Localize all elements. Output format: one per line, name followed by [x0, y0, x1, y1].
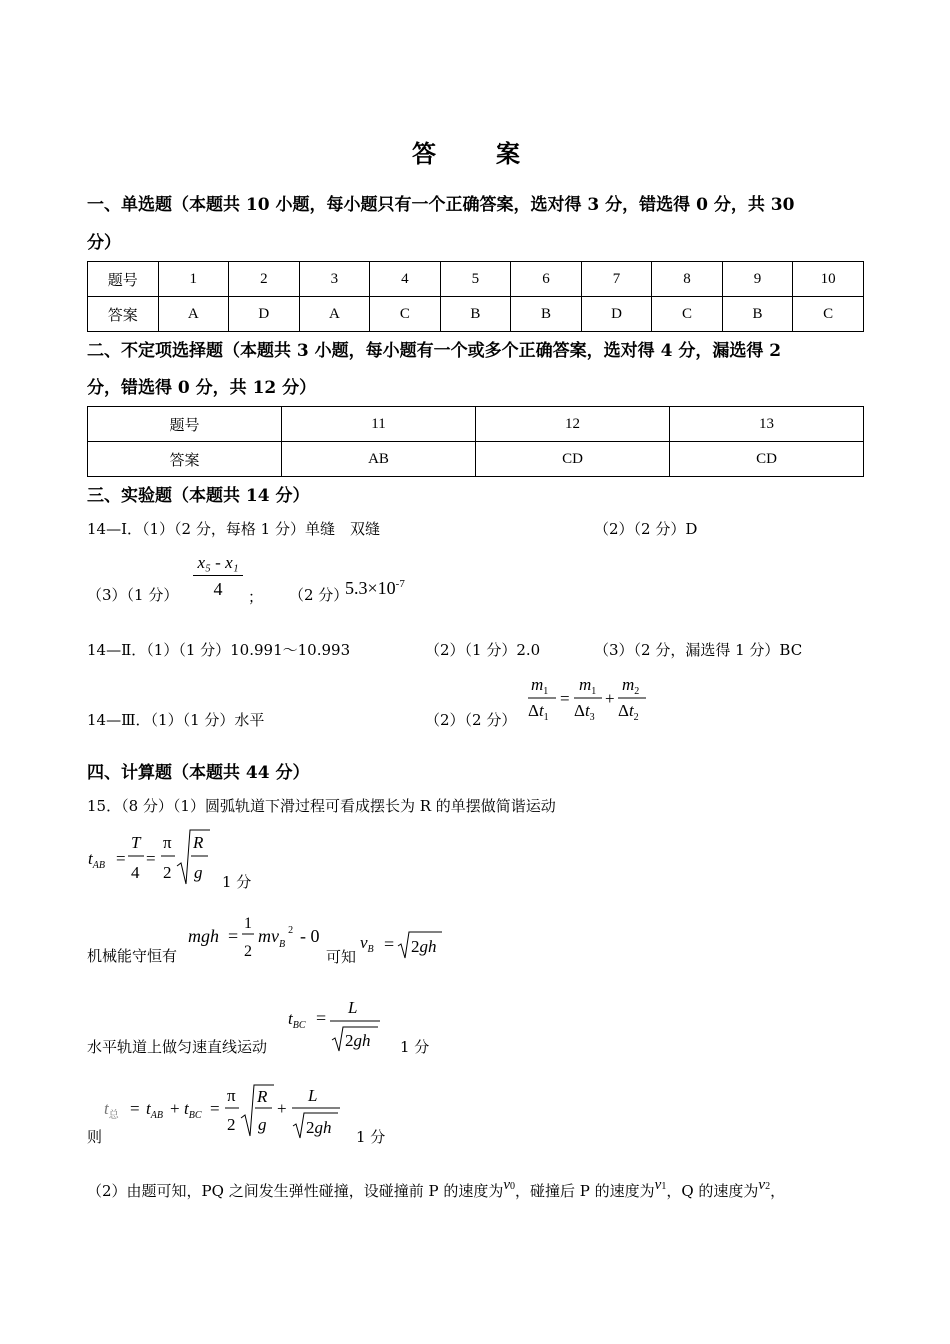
svg-text:4: 4 — [131, 863, 140, 882]
answer-cell: C — [793, 297, 864, 332]
question-number: 1 — [158, 262, 229, 297]
question-number: 3 — [299, 262, 370, 297]
svg-text:R: R — [193, 833, 204, 852]
question-number: 13 — [670, 407, 864, 442]
svg-text:=: = — [384, 934, 395, 954]
question-number: 6 — [511, 262, 582, 297]
svg-text:=: = — [146, 849, 156, 868]
svg-text:L: L — [348, 998, 358, 1017]
q14-1-part1: 14—Ⅰ．（1）（2 分，每格 1 分）单缝 双缝 — [87, 520, 380, 538]
svg-text:=: = — [210, 1099, 220, 1118]
answer-cell: CD — [476, 442, 670, 477]
svg-text:=: = — [228, 926, 239, 946]
page-title: 答 案 — [412, 139, 538, 168]
separator: ； — [248, 588, 264, 606]
answer-cell: A — [158, 297, 229, 332]
svg-text:tBC: $t_{BC}$ — [288, 1009, 306, 1031]
time-bc-equation — [286, 994, 386, 1056]
table-row — [88, 442, 864, 477]
wavelength-value — [345, 578, 405, 599]
svg-text:+: + — [605, 689, 615, 708]
horizontal-motion-label: 水平轨道上做匀速直线运动 — [87, 1038, 268, 1056]
energy-conservation-equation — [186, 912, 326, 964]
row-label: 题号 — [88, 407, 282, 442]
score-label: 1 分 — [222, 873, 252, 891]
svg-text:Δt1: $\Delta t_1$ — [528, 701, 549, 723]
answer-cell: D — [229, 297, 300, 332]
energy-label: 机械能守恒有 — [87, 947, 178, 965]
svg-text:T: T — [131, 833, 141, 852]
velocity-b-equation — [358, 928, 448, 962]
answer-cell: B — [511, 297, 582, 332]
fraction-bar — [193, 575, 243, 576]
svg-text:tBC: $t_{BC}$ — [184, 1099, 202, 1121]
answer-cell: C — [370, 297, 441, 332]
table-row — [88, 407, 864, 442]
velocity-v0: v0 — [503, 1177, 516, 1193]
period-equation — [86, 826, 214, 888]
svg-text:π: π — [163, 833, 172, 852]
svg-text:tAB: $t_{AB}$ — [88, 849, 105, 871]
svg-text:+: + — [170, 1099, 180, 1118]
section2-heading-cont: 分，错选得 0 分，共 12 分） — [87, 378, 317, 398]
fraction-denominator: 4 — [213, 579, 223, 599]
know-label: 可知 — [326, 948, 357, 966]
table-row — [88, 297, 864, 332]
question-number: 12 — [476, 407, 670, 442]
svg-text:2gh: 2gh — [411, 937, 437, 956]
svg-text:mgh: mgh — [188, 926, 219, 946]
section1-heading-cont: 分） — [87, 233, 121, 253]
svg-text:m1: $m_1$ — [531, 675, 549, 697]
question-number: 5 — [440, 262, 511, 297]
svg-text:R: R — [257, 1087, 268, 1106]
svg-text:2gh: 2gh — [345, 1031, 371, 1050]
q15-intro: 15．（8 分）（1）圆弧轨道下滑过程可看成摆长为 R 的单摆做简谐运动 — [87, 797, 556, 815]
question-number: 8 — [652, 262, 723, 297]
momentum-equation — [526, 672, 650, 724]
section2-heading: 二、不定项选择题（本题共 3 小题，每小题有一个或多个正确答案，选对得 4 分，漏选得 2 — [87, 341, 782, 361]
svg-text:=: = — [560, 689, 570, 708]
q14-1-part4-label: （2 分） — [289, 586, 349, 604]
part2-text — [87, 1177, 786, 1201]
section1-heading: 一、单选题（本题共 10 小题，每小题只有一个正确答案，选对得 3 分，错选得 0 分，共 30 — [87, 195, 795, 215]
part2-text-b: ，碰撞后 P 的速度为 — [515, 1182, 655, 1200]
row-label: 答案 — [88, 442, 282, 477]
answer-cell: B — [722, 297, 793, 332]
fraction-numerator: x₅ - x₁ — [197, 553, 239, 572]
q14-2-part1: 14—Ⅱ．（1）（1 分）10.991～10.993 — [87, 641, 351, 659]
svg-text:mvB2: $mv_B^2$ — [258, 925, 294, 950]
wavelength-exponent: -7 — [395, 578, 405, 590]
svg-text:=: = — [130, 1099, 140, 1118]
velocity-v1: v1 — [654, 1177, 667, 1193]
row-label: 答案 — [88, 297, 159, 332]
svg-text:=: = — [316, 1008, 327, 1028]
section4-heading: 四、计算题（本题共 44 分） — [87, 763, 310, 783]
svg-text:tAB: $t_{AB}$ — [146, 1099, 163, 1121]
q14-1-part3-label: （3）（1 分） — [87, 586, 179, 604]
q14-3-part2: （2）（2 分） — [425, 711, 517, 729]
question-number: 9 — [722, 262, 793, 297]
then-label: 则 — [87, 1128, 103, 1146]
svg-text:1: 1 — [244, 915, 252, 932]
answer-cell: B — [440, 297, 511, 332]
part2-text-a: （2）由题可知，PQ 之间发生弹性碰撞，设碰撞前 P 的速度为 — [87, 1182, 504, 1200]
svg-text:vB: $v_B$ — [360, 933, 374, 955]
svg-text:2: 2 — [244, 943, 252, 960]
svg-text:- 0: - 0 — [300, 926, 320, 946]
svg-text:m1: $m_1$ — [579, 675, 597, 697]
question-number: 10 — [793, 262, 864, 297]
total-time-equation — [102, 1082, 342, 1144]
question-number: 4 — [370, 262, 441, 297]
svg-text:g: g — [194, 863, 203, 882]
svg-text:π: π — [227, 1086, 236, 1105]
svg-text:Δt3: $\Delta t_3$ — [574, 701, 595, 723]
wavelength-mantissa: 5.3×10 — [345, 578, 396, 598]
question-number: 7 — [581, 262, 652, 297]
question-number: 2 — [229, 262, 300, 297]
part2-text-d: ， — [770, 1182, 786, 1200]
svg-text:m2: $m_2$ — [622, 675, 640, 697]
part2-text-c: ，Q 的速度为 — [666, 1182, 759, 1200]
svg-text:+: + — [277, 1099, 287, 1118]
answer-cell: C — [652, 297, 723, 332]
score-label: 1 分 — [400, 1038, 430, 1056]
svg-text:2: 2 — [227, 1115, 236, 1134]
row-label: 题号 — [88, 262, 159, 297]
section3-heading: 三、实验题（本题共 14 分） — [87, 486, 310, 506]
q14-2-part2: （2）（1 分）2.0 — [425, 641, 541, 659]
q14-3-part1: 14—Ⅲ．（1）（1 分）水平 — [87, 711, 265, 729]
question-number: 11 — [282, 407, 476, 442]
score-label: 1 分 — [356, 1128, 386, 1146]
svg-text:2: 2 — [163, 863, 172, 882]
answer-cell: D — [581, 297, 652, 332]
svg-text:t总: $t_总$ — [104, 1099, 119, 1121]
svg-text:g: g — [258, 1115, 267, 1134]
svg-text:2gh: 2gh — [306, 1118, 332, 1137]
section2-answer-table — [87, 406, 864, 477]
svg-text:L: L — [308, 1086, 318, 1105]
q14-2-part3: （3）（2 分，漏选得 1 分）BC — [594, 641, 803, 659]
answer-cell: CD — [670, 442, 864, 477]
svg-text:Δt2: $\Delta t_2$ — [618, 701, 639, 723]
velocity-v2: v2 — [758, 1177, 771, 1193]
answer-cell: AB — [282, 442, 476, 477]
table-row — [88, 262, 864, 297]
section1-answer-table — [87, 261, 864, 332]
svg-text:=: = — [116, 849, 126, 868]
q14-1-part2: （2）（2 分）D — [594, 520, 698, 538]
answer-cell: A — [299, 297, 370, 332]
